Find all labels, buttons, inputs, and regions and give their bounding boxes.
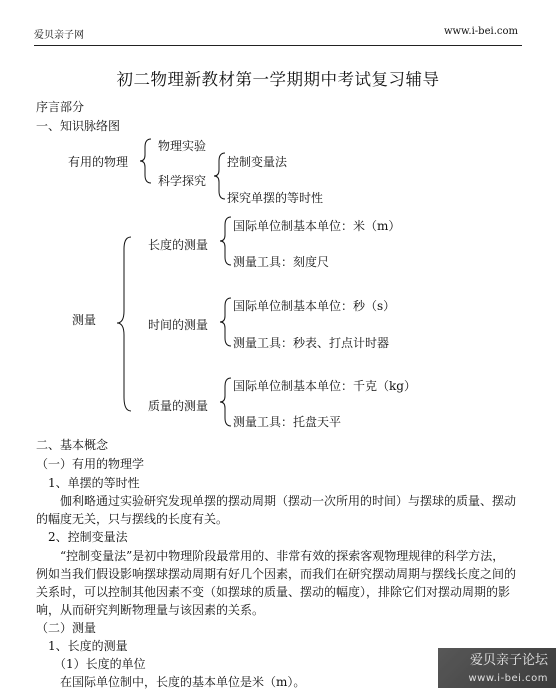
mass-unit: 国际单位制基本单位：千克（kg）	[233, 379, 416, 393]
time-brace	[219, 296, 233, 348]
subsection-measurement: （二）测量	[36, 621, 97, 635]
sub-control-variable: 控制变量法	[227, 155, 288, 169]
measurement-brace	[115, 235, 133, 415]
time-unit: 国际单位制基本单位：秒（s）	[233, 299, 396, 313]
para-control-line1: “控制变量法”是初中物理阶段最常用的、非常有效的探索客观物理规律的科学方法，	[60, 549, 505, 563]
mass-measurement-label: 质量的测量	[148, 399, 209, 413]
item-control-variable: 2、控制变量法	[48, 530, 128, 544]
length-tool: 测量工具：刻度尺	[233, 255, 330, 269]
item-length-unit: （1）长度的单位	[54, 657, 146, 671]
para-control-line3: 关系时，可以控制其他因素不变（如摆球的质量、摆动的幅度），排除它们对摆动周期的影	[36, 585, 511, 599]
item-pendulum: 1、单摆的等时性	[48, 476, 140, 490]
time-tool: 测量工具：秒表、打点计时器	[233, 336, 390, 350]
sub-pendulum-isochronism: 探究单摆的等时性	[227, 191, 324, 205]
site-url[interactable]: www.i-bei.com	[443, 26, 518, 37]
mass-brace	[219, 376, 233, 428]
measurement-label: 测量	[72, 313, 97, 327]
branch-scientific-inquiry: 科学探究	[158, 174, 207, 188]
preface-heading: 序言部分	[36, 100, 85, 114]
header-divider	[34, 45, 522, 46]
site-name: 爱贝亲子网	[34, 30, 84, 41]
section2-heading: 二、基本概念	[36, 438, 109, 452]
length-brace	[219, 215, 233, 267]
useful-physics-label: 有用的物理	[68, 155, 129, 169]
para-galileo-line2: 的幅度无关，只与摆线的长度有关。	[36, 512, 229, 526]
mass-tool: 测量工具：托盘天平	[233, 415, 342, 429]
time-measurement-label: 时间的测量	[148, 318, 209, 332]
useful-physics-brace	[139, 137, 153, 185]
para-length-unit: 在国际单位制中，长度的基本单位是米（m）。	[60, 675, 306, 689]
para-control-line2: 例如当我们假设影响摆球摆动周期有好几个因素，而我们在研究摆动周期与摆线长度之间的	[36, 567, 517, 581]
length-unit: 国际单位制基本单位：米（m）	[233, 219, 401, 233]
length-measurement-label: 长度的测量	[148, 238, 209, 252]
section1-heading: 一、知识脉络图	[36, 119, 121, 133]
forum-watermark	[438, 648, 556, 688]
subsection-useful-physics: （一）有用的物理学	[36, 457, 145, 471]
watermark-url: www.i-bei.com	[468, 673, 548, 684]
inquiry-brace	[213, 151, 227, 201]
page-title: 初二物理新教材第一学期期中考试复习辅导	[116, 70, 440, 89]
watermark-text: 爱贝亲子论坛	[469, 653, 548, 668]
item-length-measurement: 1、长度的测量	[48, 639, 128, 653]
branch-physics-experiment: 物理实验	[158, 139, 207, 153]
para-control-line4: 响，从而研究判断物理量与该因素的关系。	[36, 603, 265, 617]
para-galileo-line1: 伽利略通过实验研究发现单摆的摆动周期（摆动一次所用的时间）与摆球的质量、摆动	[60, 494, 517, 508]
